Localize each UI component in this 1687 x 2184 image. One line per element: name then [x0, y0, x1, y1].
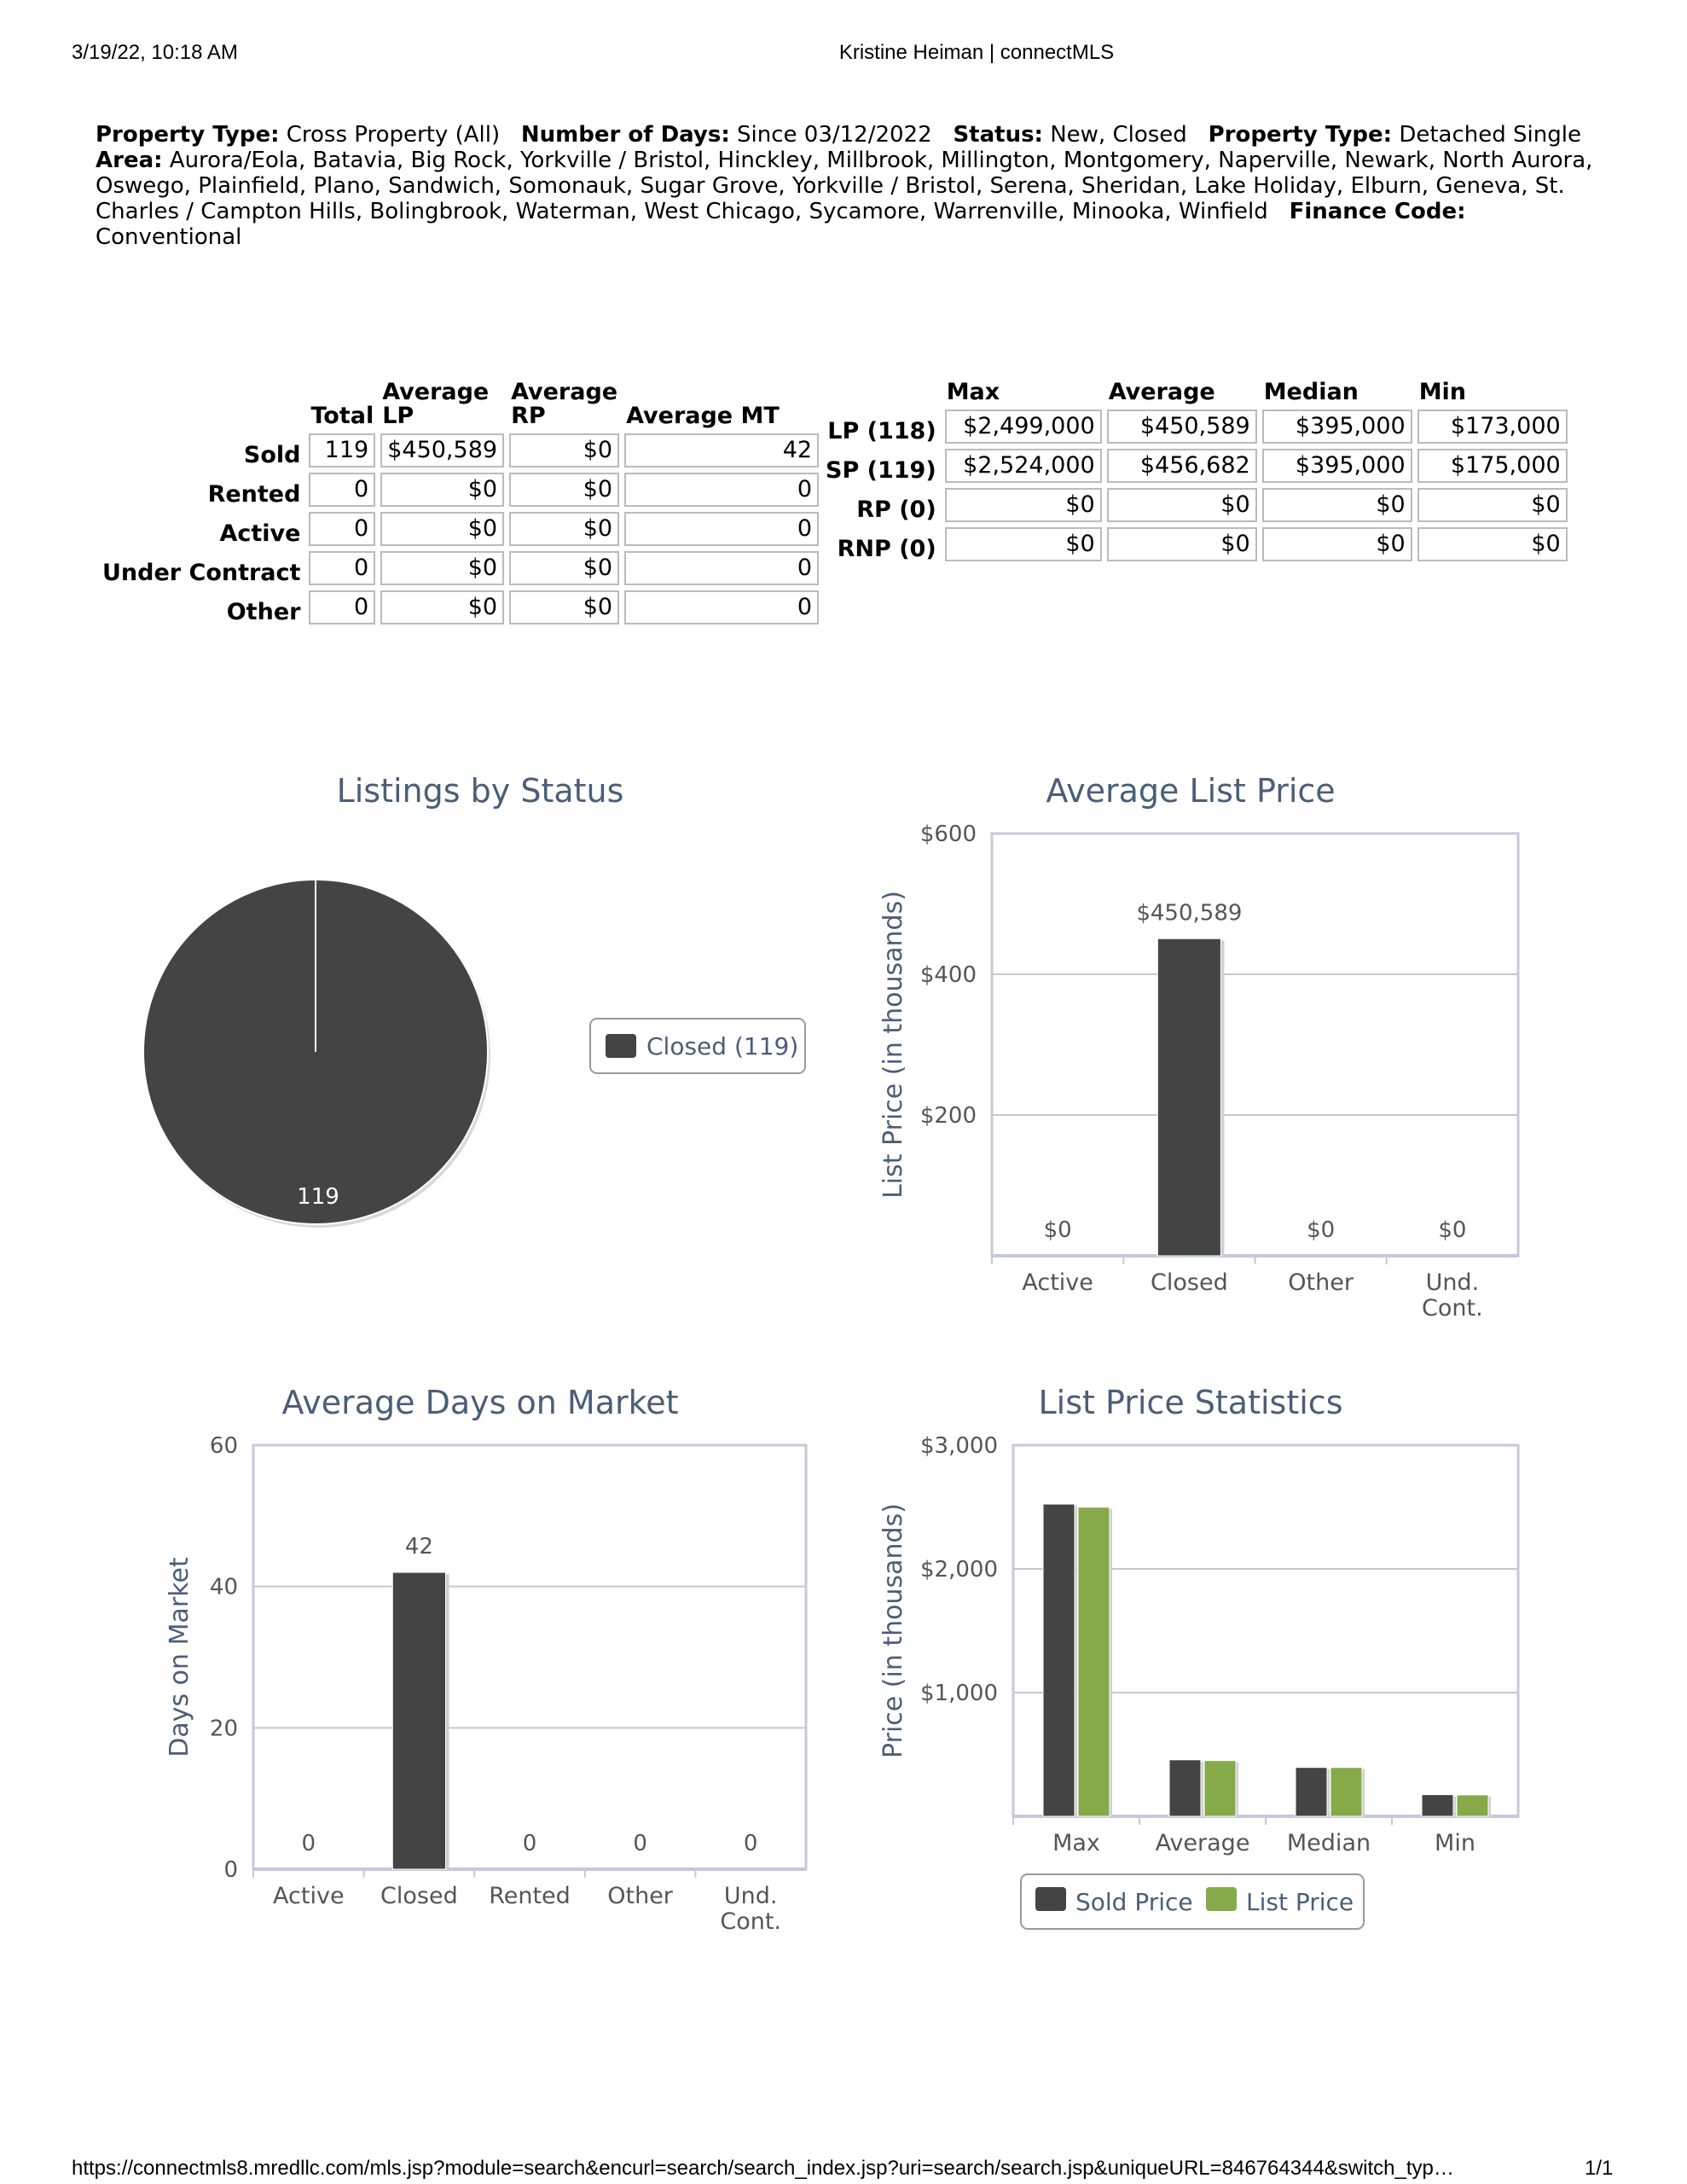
- x-tick-label: Other: [1288, 1269, 1354, 1296]
- data-label: $450,589: [1136, 900, 1243, 926]
- x-tick-label: Active: [273, 1883, 345, 1909]
- table-cell: $0: [509, 551, 619, 585]
- criteria-value: Detached Single: [1399, 122, 1581, 148]
- row-header: Active: [219, 520, 301, 547]
- legend-swatch: [1206, 1887, 1237, 1911]
- y-axis-label: List Price (in thousands): [878, 891, 908, 1199]
- x-tick-label: Closed: [380, 1883, 458, 1909]
- table-cell: $0: [1417, 488, 1568, 522]
- column-header: Total: [310, 403, 374, 429]
- bar: [1169, 1760, 1201, 1816]
- chart-title: Listings by Status: [336, 772, 624, 810]
- legend-label: Closed (119): [646, 1032, 799, 1060]
- table-cell: $0: [509, 590, 619, 624]
- table-cell: $0: [1417, 527, 1568, 561]
- criteria-label: Finance Code:: [1289, 199, 1466, 224]
- table-cell: 0: [309, 473, 375, 507]
- x-tick-label: Other: [607, 1883, 673, 1909]
- x-tick-label: Und.: [1425, 1269, 1480, 1296]
- column-header: Median: [1263, 379, 1359, 405]
- chart-title: List Price Statistics: [1038, 1384, 1343, 1421]
- y-tick-label: $3,000: [920, 1433, 998, 1459]
- y-tick-label: $1,000: [920, 1681, 998, 1706]
- bar: [1296, 1768, 1327, 1816]
- x-tick-label: Max: [1052, 1830, 1100, 1856]
- table-cell: $0: [509, 433, 619, 468]
- column-header: Max: [946, 379, 1000, 405]
- column-header: Average LP: [382, 379, 490, 429]
- x-tick-label: Rented: [489, 1883, 571, 1909]
- table-cell: $0: [380, 590, 504, 624]
- data-label: 42: [404, 1534, 433, 1560]
- legend-swatch: [606, 1034, 636, 1058]
- print-datetime: 3/19/22, 10:18 AM: [72, 41, 238, 64]
- table-cell: 0: [309, 551, 375, 585]
- y-tick-label: 0: [223, 1857, 238, 1883]
- row-header: RNP (0): [837, 536, 936, 562]
- plot-area: [992, 834, 1518, 1256]
- row-header: LP (118): [827, 418, 936, 444]
- y-tick-label: $200: [919, 1103, 977, 1129]
- x-tick-label: Min: [1435, 1830, 1475, 1856]
- data-label: 0: [743, 1831, 758, 1856]
- table-cell: $0: [1262, 527, 1412, 561]
- legend-swatch: [1035, 1887, 1066, 1911]
- x-tick-label: Cont.: [720, 1908, 782, 1935]
- x-tick-label: Median: [1286, 1830, 1371, 1856]
- data-label: $0: [1438, 1217, 1467, 1243]
- table-cell: $0: [509, 512, 619, 546]
- table-cell: $0: [945, 488, 1102, 522]
- y-axis-label: Days on Market: [165, 1557, 194, 1757]
- y-tick-label: 60: [209, 1433, 238, 1459]
- column-header: Average MT: [626, 403, 780, 429]
- criteria-label: Property Type:: [96, 122, 280, 148]
- table-cell: 42: [624, 433, 819, 468]
- table-cell: $0: [380, 551, 504, 585]
- y-tick-label: 20: [209, 1716, 238, 1742]
- table-cell: $450,589: [1107, 410, 1257, 444]
- table-cell: 0: [624, 551, 819, 585]
- row-header: Other: [226, 599, 301, 625]
- table-cell: $0: [1107, 488, 1257, 522]
- x-tick-label: Cont.: [1422, 1295, 1483, 1321]
- row-header: SP (119): [826, 457, 936, 484]
- plot-area: [253, 1445, 806, 1869]
- table-cell: $395,000: [1262, 449, 1412, 483]
- criteria-value: Conventional: [96, 224, 242, 250]
- table-cell: 119: [309, 433, 375, 468]
- row-header: RP (0): [856, 497, 936, 523]
- bar: [1078, 1507, 1110, 1816]
- criteria-label: Status:: [953, 122, 1043, 148]
- criteria-value: Since 03/12/2022: [737, 122, 932, 148]
- bar: [1457, 1795, 1488, 1816]
- data-label: $0: [1307, 1217, 1336, 1243]
- table-cell: $450,589: [380, 433, 504, 468]
- bar: [1043, 1504, 1075, 1816]
- page-header-title: Kristine Heiman | connectMLS: [838, 41, 1115, 64]
- bar: [392, 1572, 445, 1869]
- legend-label: Sold Price: [1075, 1888, 1193, 1916]
- data-label: 0: [301, 1831, 316, 1856]
- table-cell: 0: [309, 590, 375, 624]
- row-header: Rented: [207, 481, 301, 508]
- table-cell: $0: [380, 473, 504, 507]
- bar: [1157, 938, 1220, 1256]
- table-cell: 0: [624, 512, 819, 546]
- y-tick-label: 40: [209, 1574, 238, 1600]
- table-cell: 0: [624, 473, 819, 507]
- table-cell: $0: [945, 527, 1102, 561]
- data-label: 0: [522, 1831, 537, 1856]
- table-cell: $0: [1107, 527, 1257, 561]
- y-tick-label: $600: [919, 822, 977, 847]
- criteria-label: Number of Days:: [520, 122, 730, 148]
- column-header: Min: [1418, 379, 1467, 405]
- criteria-label: Property Type:: [1208, 122, 1393, 148]
- table-cell: $173,000: [1417, 410, 1568, 444]
- row-header: Under Contract: [102, 560, 301, 586]
- x-tick-label: Active: [1022, 1269, 1093, 1296]
- x-tick-label: Und.: [723, 1883, 778, 1909]
- table-cell: $175,000: [1417, 449, 1568, 483]
- table-cell: $395,000: [1262, 410, 1412, 444]
- table-cell: 0: [624, 590, 819, 624]
- chart-title: Average List Price: [1046, 772, 1336, 810]
- table-cell: 0: [309, 512, 375, 546]
- table-cell: $0: [380, 512, 504, 546]
- page-number: 1/1: [1585, 2157, 1614, 2180]
- pie-data-label: 119: [297, 1184, 339, 1210]
- y-axis-label: Price (in thousands): [878, 1503, 908, 1758]
- column-header: Average RP: [511, 379, 618, 429]
- x-tick-label: Closed: [1151, 1269, 1228, 1296]
- criteria-label: Area:: [96, 148, 163, 173]
- table-cell: $456,682: [1107, 449, 1257, 483]
- table-cell: $2,499,000: [945, 410, 1102, 444]
- criteria-value: New, Closed: [1050, 122, 1187, 148]
- legend-label: List Price: [1246, 1888, 1354, 1916]
- column-header: Average: [1108, 379, 1215, 405]
- table-cell: $0: [509, 473, 619, 507]
- y-tick-label: $400: [919, 962, 977, 988]
- criteria-value: Aurora/Eola, Batavia, Big Rock, Yorkville / Bristol, Hinckley, Millbrook, Millington, Montgomery, Naperville, Newark, North Aurora, Oswego, Plainfield, Plano, Sandwich, Somonauk, Sugar Grove, Yorkville / Bristol, Serena, Sheridan, Lake Holiday, Elburn, Geneva, St. Charles / Campton Hills, Bolingbrook, Waterman, West Chicago, Sycamore, Warrenville, Minooka, Winfield: [96, 148, 1593, 224]
- bar: [1422, 1795, 1453, 1816]
- table-cell: $2,524,000: [945, 449, 1102, 483]
- criteria-value: Cross Property (All): [286, 122, 501, 148]
- row-header: Sold: [243, 442, 301, 468]
- y-tick-label: $2,000: [920, 1557, 998, 1583]
- data-label: $0: [1043, 1217, 1072, 1243]
- x-tick-label: Average: [1155, 1830, 1250, 1856]
- footer-url: https://connectmls8.mredllc.com/mls.jsp?module=search&encurl=search/search_index.jsp?uri=search/search.jsp&uniqueURL=846764344&switch_typ…: [72, 2157, 1454, 2180]
- data-label: 0: [633, 1831, 647, 1856]
- table-cell: $0: [1262, 488, 1412, 522]
- bar: [1330, 1768, 1362, 1816]
- chart-title: Average Days on Market: [281, 1384, 679, 1421]
- bar: [1204, 1761, 1236, 1816]
